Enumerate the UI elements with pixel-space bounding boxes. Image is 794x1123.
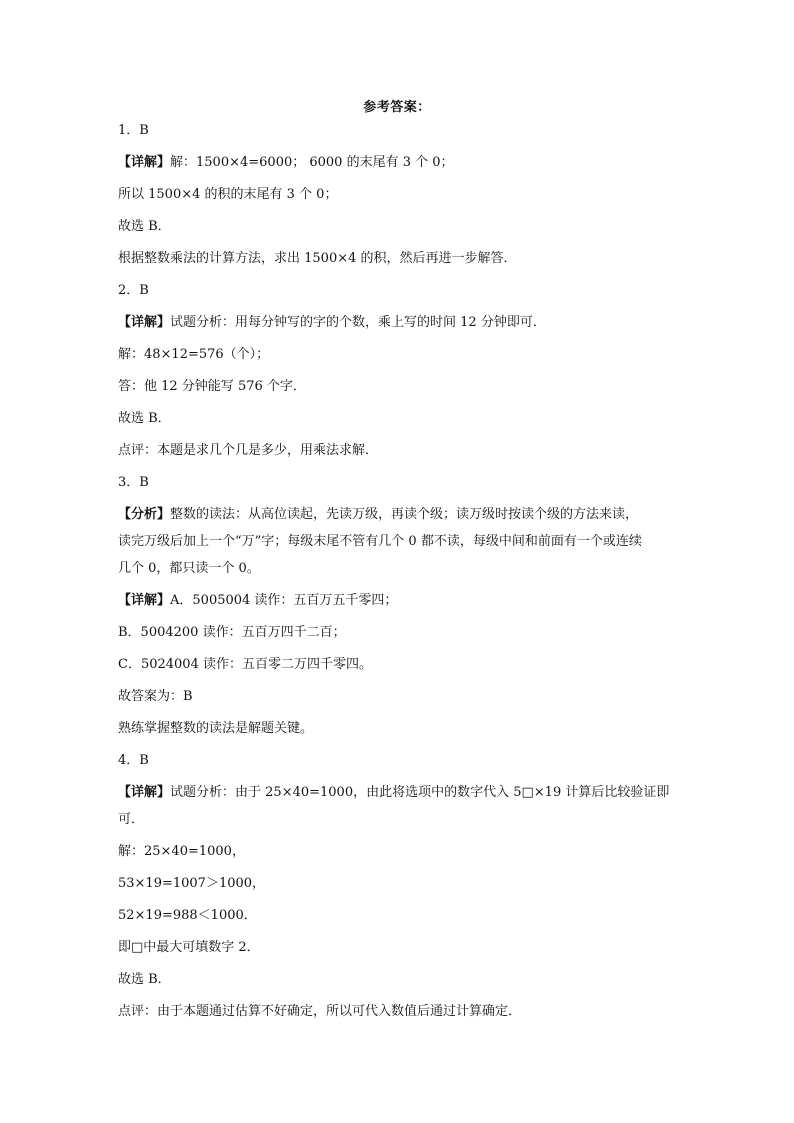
detail-tag: 【详解】 [118, 593, 171, 608]
detail-tag: 【详解】 [118, 315, 171, 330]
analysis-line: 读完万级后加上一个“万”字；每级末尾不管有几个 0 都不读，每级中间和前面有一个或连续 [118, 534, 642, 549]
answer-line [118, 154, 678, 171]
detail-line: 可． [118, 812, 145, 827]
answer-line: 故答案为：B [118, 689, 193, 704]
line-text: 试题分析：用每分钟写的字的个数，乘上写的时间 12 分钟即可． [170, 315, 546, 330]
detail-tag: 【详解】 [118, 155, 171, 170]
answer-number: 2．B [118, 283, 149, 298]
line-text: 整数的读法：从高位读起，先读万级，再读个级；读万级时按读个级的方法来读， [170, 507, 639, 522]
answer-line: 故选 B． [118, 219, 171, 234]
analysis-line [118, 506, 678, 523]
detail-line [118, 784, 678, 801]
answer-line [118, 592, 678, 609]
answer-line: 所以 1500×4 的积的末尾有 3 个 0； [118, 187, 338, 202]
answer-line: 点评：本题是求几个几是多少，用乘法求解． [118, 443, 379, 458]
answer-line: 故选 B． [118, 972, 171, 987]
answer-line: 解：25×40=1000， [118, 844, 245, 859]
answer-number: 1．B [118, 123, 149, 138]
answer-line: 答：他 12 分钟能写 576 个字． [118, 379, 306, 394]
answer-line: 53×19=1007＞1000， [118, 876, 266, 891]
answer-number: 4．B [118, 753, 149, 768]
answer-line: 故选 B． [118, 411, 171, 426]
analysis-tag: 【分析】 [118, 507, 171, 522]
detail-tag: 【详解】 [118, 785, 171, 800]
answer-line: 熟练掌握整数的读法是解题关键。 [118, 721, 314, 736]
answer-line: 根据整数乘法的计算方法，求出 1500×4 的积，然后再进一步解答． [118, 251, 517, 266]
answer-line: 52×19=988＜1000． [118, 908, 257, 923]
answer-line: 解：48×12=576（个）； [118, 347, 270, 362]
answer-content [118, 122, 678, 1020]
analysis-line: 几个 0，都只读一个 0。 [118, 561, 260, 576]
line-text: 试题分析：由于 25×40=1000，由此将选项中的数字代入 5□×19 计算后比较验证即 [170, 785, 670, 800]
line-text: A．5005004 读作：五百万五千零四； [170, 593, 398, 608]
answer-line: B．5004200 读作：五百万四千二百； [118, 625, 346, 640]
answer-line: C．5024004 读作：五百零二万四千零四。 [118, 657, 372, 672]
line-text: 解：1500×4=6000； 6000 的末尾有 3 个 0； [170, 155, 454, 170]
answer-line: 点评：由于本题通过估算不好确定，所以可代入数值后通过计算确定． [118, 1004, 522, 1019]
answer-line [118, 314, 678, 331]
answer-number: 3．B [118, 475, 149, 490]
page-title: 参考答案： [363, 100, 431, 115]
answer-line: 即□中最大可填数字 2． [118, 940, 260, 955]
